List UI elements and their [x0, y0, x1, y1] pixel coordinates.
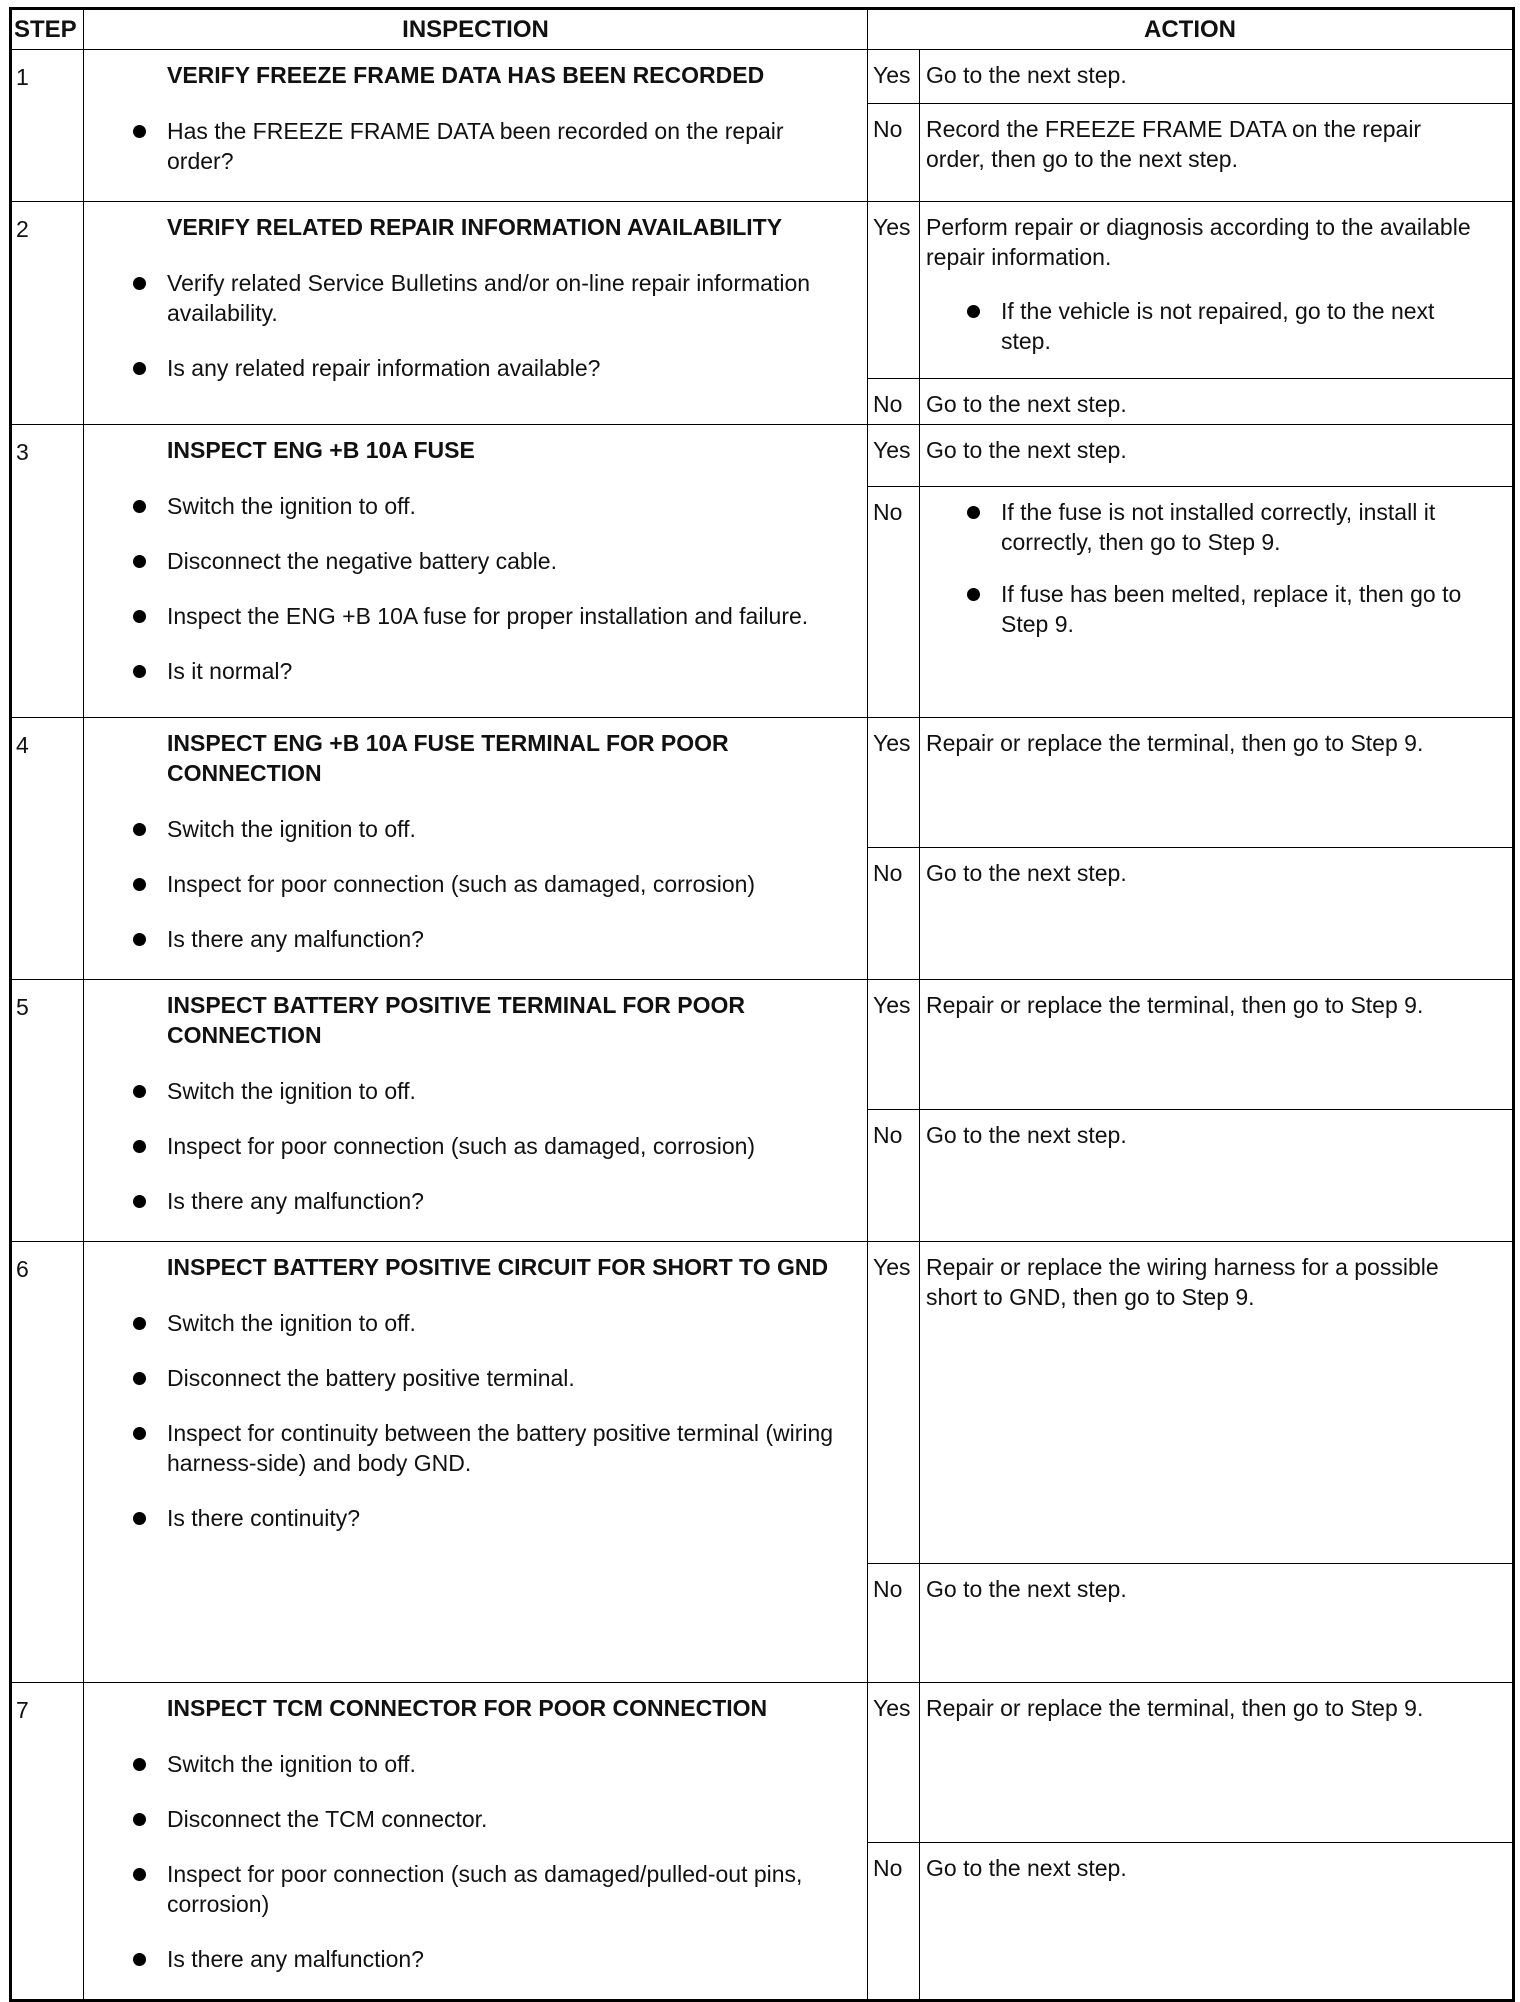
- yes-label: Yes: [868, 425, 920, 487]
- step-number: 1: [11, 50, 84, 202]
- header-row: [11, 9, 1514, 50]
- inspection-cell: [84, 718, 868, 980]
- inspection-bullet: Inspect for poor connection (such as damaged, corrosion): [130, 869, 847, 899]
- step-title: INSPECT BATTERY POSITIVE TERMINAL FOR POOR CONNECTION: [167, 992, 746, 1048]
- step-row-1: [11, 50, 1514, 104]
- step-row-5: [11, 980, 1514, 1110]
- no-action-text: Go to the next step.: [926, 1122, 1127, 1149]
- step-row-4: [11, 718, 1514, 848]
- step-number: 5: [11, 980, 84, 1242]
- inspection-bullet: Is it normal?: [130, 656, 847, 686]
- no-action: [920, 848, 1514, 980]
- no-action-bullet: If the fuse is not installed correctly, install it correctly, then go to Step 9.: [964, 497, 1482, 557]
- step-title: INSPECT ENG +B 10A FUSE TERMINAL FOR POOR CONNECTION: [167, 730, 729, 786]
- no-action: [920, 379, 1514, 425]
- yes-action-text: Repair or replace the terminal, then go to Step 9.: [926, 992, 1424, 1018]
- inspection-bullet: Inspect for continuity between the battery positive terminal (wiring harness-side) and body GND.: [130, 1418, 847, 1478]
- inspection-bullet: Switch the ignition to off.: [130, 1076, 847, 1106]
- no-label: No: [868, 103, 920, 202]
- inspection-cell: [84, 1683, 868, 2001]
- yes-action: [920, 1683, 1514, 1843]
- step-row-3: [11, 425, 1514, 487]
- inspection-cell: [84, 425, 868, 718]
- yes-action: [920, 980, 1514, 1110]
- no-action-bullet-list: [926, 497, 1482, 639]
- inspection-bullet-list: [130, 1749, 847, 1974]
- inspection-bullet: Is there any malfunction?: [130, 924, 847, 954]
- yes-action: [920, 425, 1514, 487]
- step-title: INSPECT BATTERY POSITIVE CIRCUIT FOR SHORT TO GND: [167, 1254, 829, 1280]
- inspection-cell: [84, 1242, 868, 1683]
- no-label: No: [868, 379, 920, 425]
- yes-action-bullet-list: [926, 296, 1482, 356]
- no-action-text: Go to the next step.: [926, 1854, 1127, 1881]
- step-title: VERIFY RELATED REPAIR INFORMATION AVAILABILITY: [167, 214, 783, 240]
- step-number: 6: [11, 1242, 84, 1683]
- step-row-6: [11, 1242, 1514, 1564]
- no-action: [920, 1842, 1514, 2000]
- header-inspection: INSPECTION: [84, 9, 868, 50]
- inspection-bullet: Disconnect the TCM connector.: [130, 1804, 847, 1834]
- inspection-bullet: Is there continuity?: [130, 1503, 847, 1533]
- step-row-7: [11, 1683, 1514, 1843]
- no-action-text: Go to the next step.: [926, 391, 1127, 417]
- yes-action-bullet: If the vehicle is not repaired, go to the next step.: [964, 296, 1482, 356]
- inspection-bullet: Is there any malfunction?: [130, 1186, 847, 1216]
- inspection-bullet: Inspect for poor connection (such as damaged/pulled-out pins, corrosion): [130, 1859, 847, 1919]
- header-step: STEP: [11, 9, 84, 50]
- no-action: [920, 1564, 1514, 1683]
- yes-action: [920, 1242, 1514, 1564]
- inspection-bullet: Verify related Service Bulletins and/or on-line repair information availability.: [130, 268, 847, 328]
- inspection-bullet-list: [130, 116, 847, 176]
- inspection-cell: [84, 50, 868, 202]
- yes-action-text: Repair or replace the wiring harness for a possible short to GND, then go to Step 9.: [926, 1254, 1439, 1310]
- no-label: No: [868, 1564, 920, 1683]
- inspection-bullet: Is any related repair information available?: [130, 353, 847, 383]
- inspection-bullet: Switch the ignition to off.: [130, 814, 847, 844]
- no-action-bullet: If fuse has been melted, replace it, then go to Step 9.: [964, 579, 1482, 639]
- diagnostic-table: [9, 7, 1515, 2002]
- inspection-bullet: Disconnect the battery positive terminal.: [130, 1363, 847, 1393]
- inspection-bullet-list: [130, 491, 847, 686]
- step-number: 2: [11, 202, 84, 425]
- yes-action-text: Repair or replace the terminal, then go to Step 9.: [926, 730, 1424, 756]
- header-action: ACTION: [868, 9, 1514, 50]
- yes-action: [920, 718, 1514, 848]
- table-body: [11, 50, 1514, 2001]
- inspection-bullet-list: [130, 268, 847, 383]
- inspection-bullet: Inspect the ENG +B 10A fuse for proper installation and failure.: [130, 601, 847, 631]
- yes-action: [920, 50, 1514, 104]
- step-number: 4: [11, 718, 84, 980]
- yes-action-text: Go to the next step.: [926, 437, 1127, 463]
- yes-action-text: Repair or replace the terminal, then go to Step 9.: [926, 1695, 1424, 1721]
- yes-action: [920, 202, 1514, 379]
- inspection-bullet: Has the FREEZE FRAME DATA been recorded on the repair order?: [130, 116, 847, 176]
- yes-label: Yes: [868, 202, 920, 379]
- diagnostic-procedure: [9, 7, 1512, 2002]
- step-title: VERIFY FREEZE FRAME DATA HAS BEEN RECORDED: [167, 62, 765, 88]
- yes-label: Yes: [868, 718, 920, 848]
- inspection-cell: [84, 202, 868, 425]
- yes-label: Yes: [868, 1683, 920, 1843]
- no-label: No: [868, 487, 920, 718]
- no-action-text: Go to the next step.: [926, 860, 1127, 887]
- inspection-cell: [84, 980, 868, 1242]
- inspection-bullet: Is there any malfunction?: [130, 1944, 847, 1974]
- yes-label: Yes: [868, 980, 920, 1110]
- inspection-bullet: Disconnect the negative battery cable.: [130, 546, 847, 576]
- yes-label: Yes: [868, 50, 920, 104]
- inspection-bullet: Switch the ignition to off.: [130, 491, 847, 521]
- no-action: [920, 1110, 1514, 1242]
- yes-label: Yes: [868, 1242, 920, 1564]
- inspection-bullet-list: [130, 1076, 847, 1216]
- step-title: INSPECT ENG +B 10A FUSE: [167, 437, 475, 463]
- inspection-bullet-list: [130, 1308, 847, 1533]
- no-action: [920, 487, 1514, 718]
- inspection-bullet: Switch the ignition to off.: [130, 1749, 847, 1779]
- step-number: 7: [11, 1683, 84, 2001]
- inspection-bullet: Inspect for poor connection (such as damaged, corrosion): [130, 1131, 847, 1161]
- yes-action-text: Perform repair or diagnosis according to the available repair information.: [926, 214, 1471, 270]
- step-title: INSPECT TCM CONNECTOR FOR POOR CONNECTION: [167, 1695, 768, 1721]
- step-number: 3: [11, 425, 84, 718]
- no-action: [920, 103, 1514, 202]
- no-label: No: [868, 1110, 920, 1242]
- no-action-text: Record the FREEZE FRAME DATA on the repair order, then go to the next step.: [926, 115, 1422, 172]
- no-label: No: [868, 1842, 920, 2000]
- no-action-text: Go to the next step.: [926, 1576, 1127, 1602]
- yes-action-text: Go to the next step.: [926, 62, 1127, 88]
- inspection-bullet: Switch the ignition to off.: [130, 1308, 847, 1338]
- inspection-bullet-list: [130, 814, 847, 954]
- no-label: No: [868, 848, 920, 980]
- step-row-2: [11, 202, 1514, 379]
